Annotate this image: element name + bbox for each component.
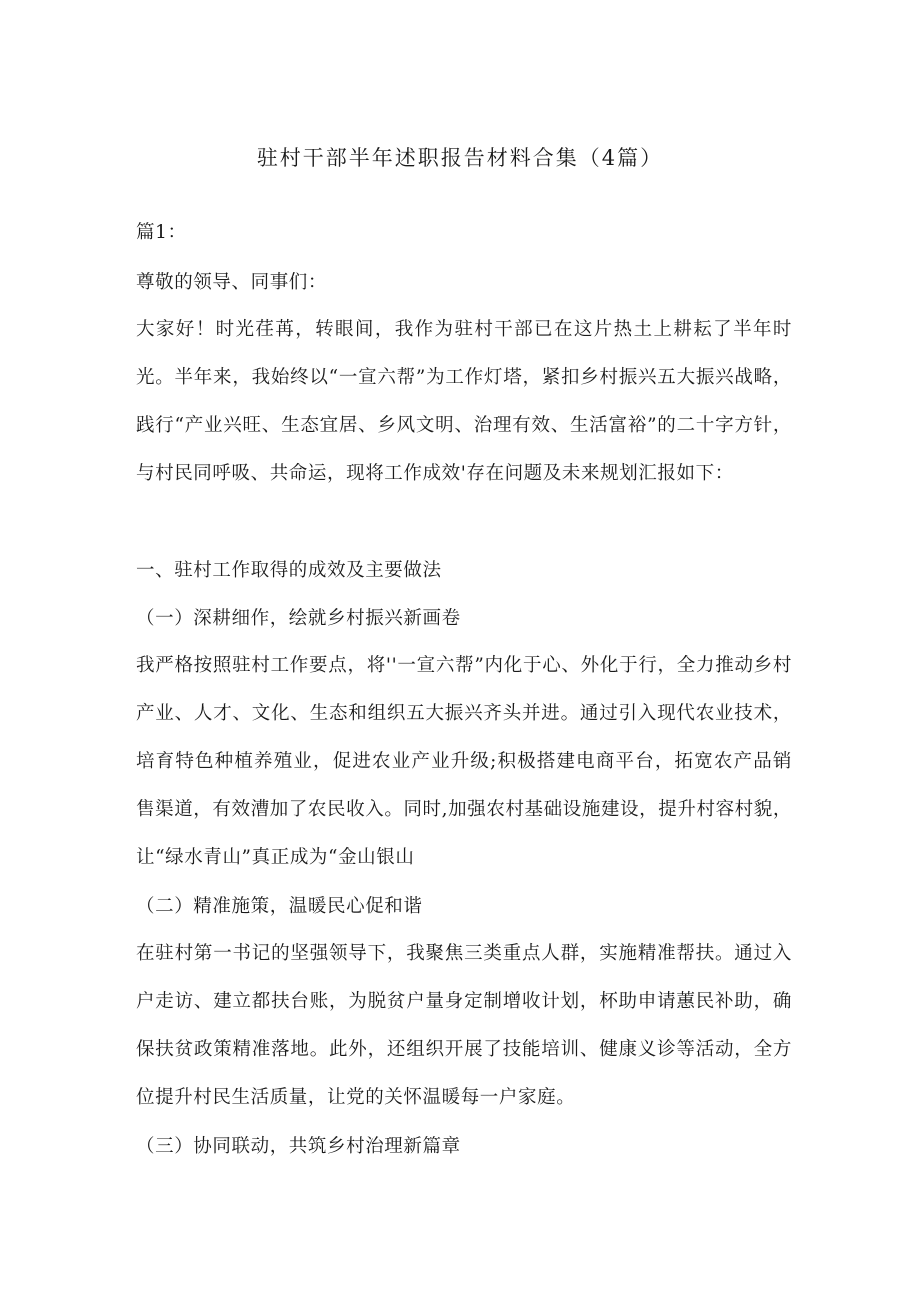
subsection-1-body: 我严格按照驻村工作要点，将''一宣六帮”内化于心、外化于行，全力推动乡村产业、人才、文化、生态和组织五大振兴齐头并进。通过引入现代农业技术，培育特色种植养殖业，促进农业产业升级;积极搭建电商平台，拓宽农产品销售渠道，有效漕加了农民收入。同时,加强农村基础设施建设，提升村容村貌，让“绿水青山”真正成为“金山银山 (136, 655, 792, 868)
salutation: 尊敬的领导、同事们： (136, 272, 328, 293)
document-title: 驻村干部半年述职报告材料合集（4篇） (256, 146, 664, 170)
part-label: 篇1： (136, 222, 187, 243)
section-1-heading: 一、驻村工作取得的成效及主要做法 (136, 560, 442, 581)
intro-paragraph: 大家好！时光荏苒，转眼间，我作为驻村干部已在这片热土上耕耘了半年时光。半年来，我始终以“一宣六帮”为工作灯塔，紧扣乡村振兴五大振兴战略，践行“产业兴旺、生态宜居、乡风文明、治理有效、生活富裕”的二十字方针，与村民同呼吸、共命运，现将工作成效'存在问题及未来规划汇报如下： (136, 319, 792, 484)
subsection-2-heading: （二）精准施策，温暖民心促和谐 (136, 896, 423, 917)
subsection-2-body: 在驻村第一书记的坚强领导下，我聚焦三类重点人群，实施精准帮扶。通过入户走访、建立都扶台账，为脱贫户量身定制增收计划，杯助申请蕙民补助，确保扶贫政策精准落地。此外，还组织开展了技能培训、健康义诊等活动，全方位提升村民生活质量，让党的关怀温暖每一户家庭。 (136, 943, 792, 1108)
subsection-3-heading: （三）协同联动，共筑乡村治理新篇章 (136, 1136, 461, 1157)
subsection-1-heading: （一）深耕细作，绘就乡村振兴新画卷 (136, 608, 461, 629)
